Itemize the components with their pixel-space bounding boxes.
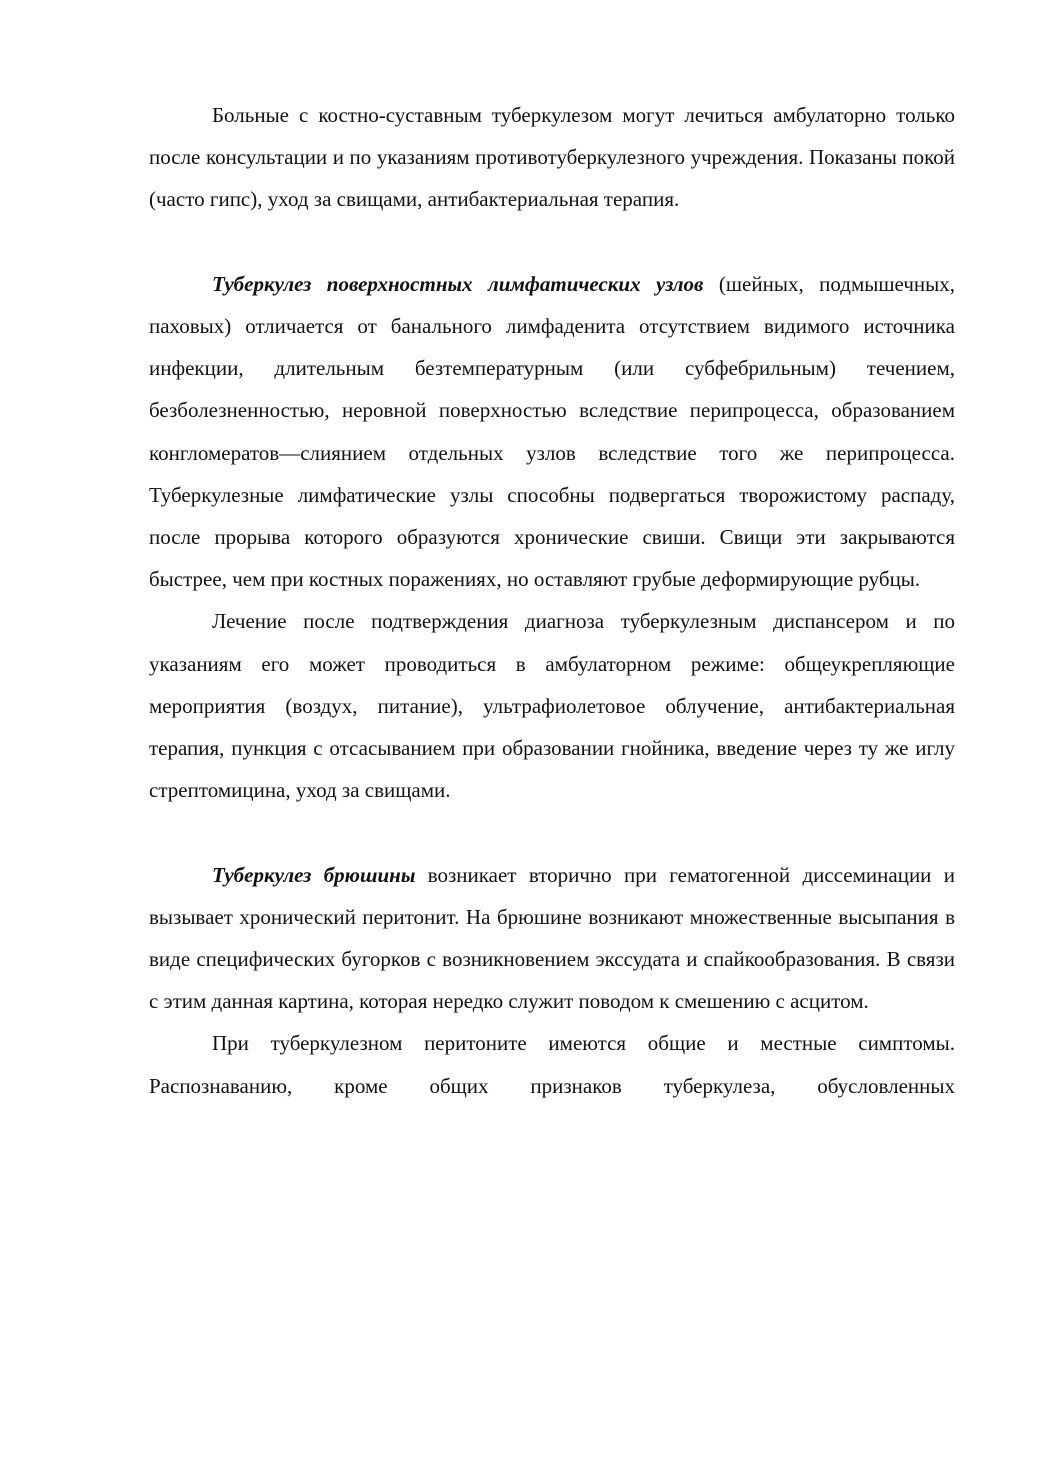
paragraph-peritonitis-symptoms [149,1022,955,1106]
paragraph-text: Лечение после подтверждения диагноза туберкулезным диспансером и по указаниям его может проводиться в амбулаторном режиме: общеукрепляющие мероприятия (воздух, питание), ультрафиолетовое облучение, антибактериальная терапия, пункция с отсасыванием при образовании гнойника, введение через ту же иглу стрептомицина, уход за свищами. [149,609,955,803]
paragraph-peritoneal-tuberculosis [149,854,955,1023]
paragraph-lymph-node-tuberculosis [149,263,955,601]
paragraph-spacer [149,221,955,263]
paragraph-text: При туберкулезном перитоните имеются общие и местные симптомы. Распознаванию, кроме общих признаков туберкулеза, обусловленных [149,1031,955,1098]
section-term: Туберкулез брюшины [212,862,416,887]
paragraph-spacer [149,811,955,853]
body-text [149,94,955,1107]
paragraph-text: (шейных, подмышечных, паховых) отличается от банального лимфаденита отсутствием видимого источника инфекции, длительным безтемпературным (или субфебрильным) течением, безболезненностью, неровной поверхностью вследствие перипроцесса, образованием конгломератов—слиянием отдельных узлов вследствие того же перипроцесса. Туберкулезные лимфатические узлы способны подвергаться творожистому распаду, после прорыва которого образуются хронические свиши. Свищи эти закрываются быстрее, чем при костных поражениях, но оставляют грубые деформирующие рубцы. [149,271,955,592]
paragraph-text: Больные с костно-суставным туберкулезом могут лечиться амбулаторно только после консультации и по указаниям противотуберкулезного учреждения. Показаны покой (часто гипс), уход за свищами, антибактериальная терапия. [149,103,955,212]
section-term: Туберкулез поверхностных лимфатических узлов [212,271,704,296]
paragraph-text: возникает вторично при гематогенной диссеминации и вызывает хронический перитонит. На брюшине возникают множественные высыпания в виде специфических бугорков с возникновением экссудата и спайкообразования. В связи с этим данная картина, которая нередко служит поводом к смешению с асцитом. [149,862,955,1014]
paragraph-bone-joint-treatment [149,94,955,221]
paragraph-lymph-node-treatment [149,600,955,811]
